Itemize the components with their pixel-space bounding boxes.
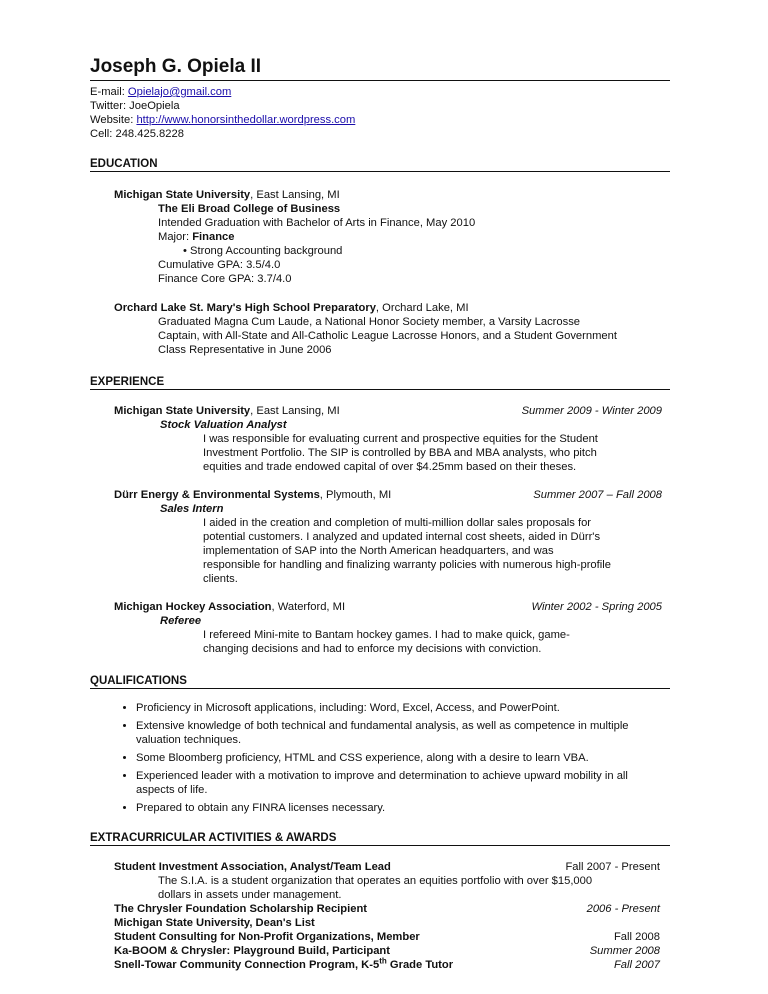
resume-name: Joseph G. Opiela II: [90, 54, 670, 81]
edu-major-value: Finance: [192, 231, 235, 243]
list-item: • Proficiency in Microsoft applications, including: Word, Excel, Access, and PowerPoint.: [136, 701, 670, 715]
edu-msu-college: The Eli Broad College of Business: [158, 203, 341, 215]
edu-msu-location: , East Lansing, MI: [250, 189, 340, 201]
list-item: • Experienced leader with a motivation to improve and determination to achieve upward mobility in all aspects of life.: [136, 769, 670, 797]
edu-msu-major: [158, 230, 670, 244]
list-item: • Prepared to obtain any FINRA licenses necessary.: [136, 801, 670, 815]
activity-title: Ka-BOOM & Chrysler: Playground Build, Participant: [114, 945, 390, 957]
section-activities-heading: EXTRACURRICULAR ACTIVITIES & AWARDS: [90, 831, 670, 846]
activity-date: Fall 2008: [613, 931, 660, 943]
activity-title: Michigan State University, Dean's List: [114, 917, 315, 929]
job-desc-line: potential customers. I analyzed and updated internal cost sheets, aided in Dürr's: [203, 531, 601, 543]
resume-page: [90, 54, 670, 972]
job-role: Referee: [160, 615, 202, 627]
edu-msu-name: Michigan State University: [114, 189, 251, 201]
contact-block: [90, 85, 670, 141]
website-label: Website:: [90, 114, 137, 126]
job-org: Michigan Hockey Association: [114, 601, 272, 613]
job-org: Michigan State University: [114, 405, 251, 417]
edu-hs-desc-1: Graduated Magna Cum Laude, a National Honor Society member, a Varsity Lacrosse: [158, 316, 581, 328]
job-location: , East Lansing, MI: [250, 405, 340, 417]
website-line: [90, 113, 670, 127]
job-entry-header: [114, 600, 662, 614]
job-org-line: [114, 404, 340, 418]
job-desc-line: I refereed Mini-mite to Bantam hockey games. I had to make quick, game-: [203, 629, 570, 641]
edu-hs-desc-3: Class Representative in June 2006: [158, 344, 332, 356]
activity-date: Summer 2008: [589, 945, 660, 957]
section-experience-heading: EXPERIENCE: [90, 375, 670, 390]
job-org-line: [114, 488, 391, 502]
edu-msu-core-gpa: Finance Core GPA: 3.7/4.0: [158, 273, 292, 285]
job-date: Winter 2002 - Spring 2005: [531, 601, 662, 613]
activity-date: 2006 - Present: [586, 903, 660, 915]
edu-hs-desc-2: Captain, with All-State and All-Catholic League Lacrosse Honors, and a Student Government: [158, 330, 617, 342]
activity-row: [114, 958, 660, 972]
edu-msu-line: [114, 188, 670, 202]
job-desc-line: Investment Portfolio. The SIP is controlled by BBA and MBA analysts, who pitch: [203, 447, 597, 459]
job-location: , Waterford, MI: [271, 601, 346, 613]
job-desc-line: clients.: [203, 573, 238, 585]
edu-msu-grad: Intended Graduation with Bachelor of Arts in Finance, May 2010: [158, 217, 476, 229]
website-link[interactable]: http://www.honorsinthedollar.wordpress.com: [136, 114, 356, 126]
job-role: Sales Intern: [160, 503, 224, 515]
activity-row: [114, 860, 660, 874]
job-desc-line: equities and trade endowed capital of over $4.25mm based on their theses.: [203, 461, 577, 473]
email-label: E-mail:: [90, 86, 128, 98]
list-item: • Extensive knowledge of both technical and fundamental analysis, as well as competence in multiple valuation techniques.: [136, 719, 670, 747]
activity-date: Fall 2007 - Present: [565, 861, 660, 873]
edu-msu-gpa: Cumulative GPA: 3.5/4.0: [158, 259, 281, 271]
activity-title: Student Investment Association, Analyst/Team Lead: [114, 861, 391, 873]
cell-line: Cell: 248.425.8228: [90, 128, 184, 140]
job-date: Summer 2007 – Fall 2008: [533, 489, 662, 501]
list-item: • Some Bloomberg proficiency, HTML and CSS experience, along with a desire to learn VBA.: [136, 751, 670, 765]
edu-major-label: Major:: [158, 231, 193, 243]
qualifications-list: [90, 701, 670, 815]
edu-hs-location: , Orchard Lake, MI: [375, 302, 469, 314]
activity-date: Fall 2007: [613, 959, 660, 971]
job-location: , Plymouth, MI: [319, 489, 392, 501]
job-desc-line: changing decisions and had to enforce my decisions with conviction.: [203, 643, 542, 655]
edu-hs-name: Orchard Lake St. Mary's High School Preparatory: [114, 302, 376, 314]
activity-title: The Chrysler Foundation Scholarship Recipient: [114, 903, 367, 915]
job-date: Summer 2009 - Winter 2009: [521, 405, 662, 417]
email-line: [90, 85, 670, 99]
job-desc-line: I aided in the creation and completion of multi-million dollar sales proposals for: [203, 517, 592, 529]
twitter-line: Twitter: JoeOpiela: [90, 100, 180, 112]
activity-desc-line: The S.I.A. is a student organization that operates an equities portfolio with over $15,000: [158, 875, 593, 887]
activity-row: [114, 930, 660, 944]
activity-title: Student Consulting for Non-Profit Organizations, Member: [114, 931, 420, 943]
activity-title-part: Snell-Towar Community Connection Program, K-5: [114, 959, 380, 971]
activity-row: [114, 902, 660, 916]
activity-title: [114, 958, 453, 972]
activity-row: [114, 944, 660, 958]
job-org: Dürr Energy & Environmental Systems: [114, 489, 320, 501]
activity-title-part: Grade Tutor: [386, 959, 454, 971]
edu-msu-bullet: • Strong Accounting background: [183, 245, 343, 257]
job-entry-header: [114, 404, 662, 418]
section-education-heading: EDUCATION: [90, 157, 670, 172]
job-entry-header: [114, 488, 662, 502]
job-desc-line: I was responsible for evaluating current and prospective equities for the Student: [203, 433, 598, 445]
email-link[interactable]: Opielajo@gmail.com: [127, 86, 232, 98]
job-org-line: [114, 600, 345, 614]
job-role: Stock Valuation Analyst: [160, 419, 287, 431]
job-desc-line: responsible for handling and finalizing warranty policies with numerous high-profile: [203, 559, 611, 571]
job-desc-line: implementation of SAP into the North American headquarters, and was: [203, 545, 554, 557]
activity-desc-line: dollars in assets under management.: [158, 889, 342, 901]
activity-title-sup: th: [379, 956, 387, 966]
edu-hs-line: [114, 301, 670, 315]
section-qualifications-heading: QUALIFICATIONS: [90, 674, 670, 689]
